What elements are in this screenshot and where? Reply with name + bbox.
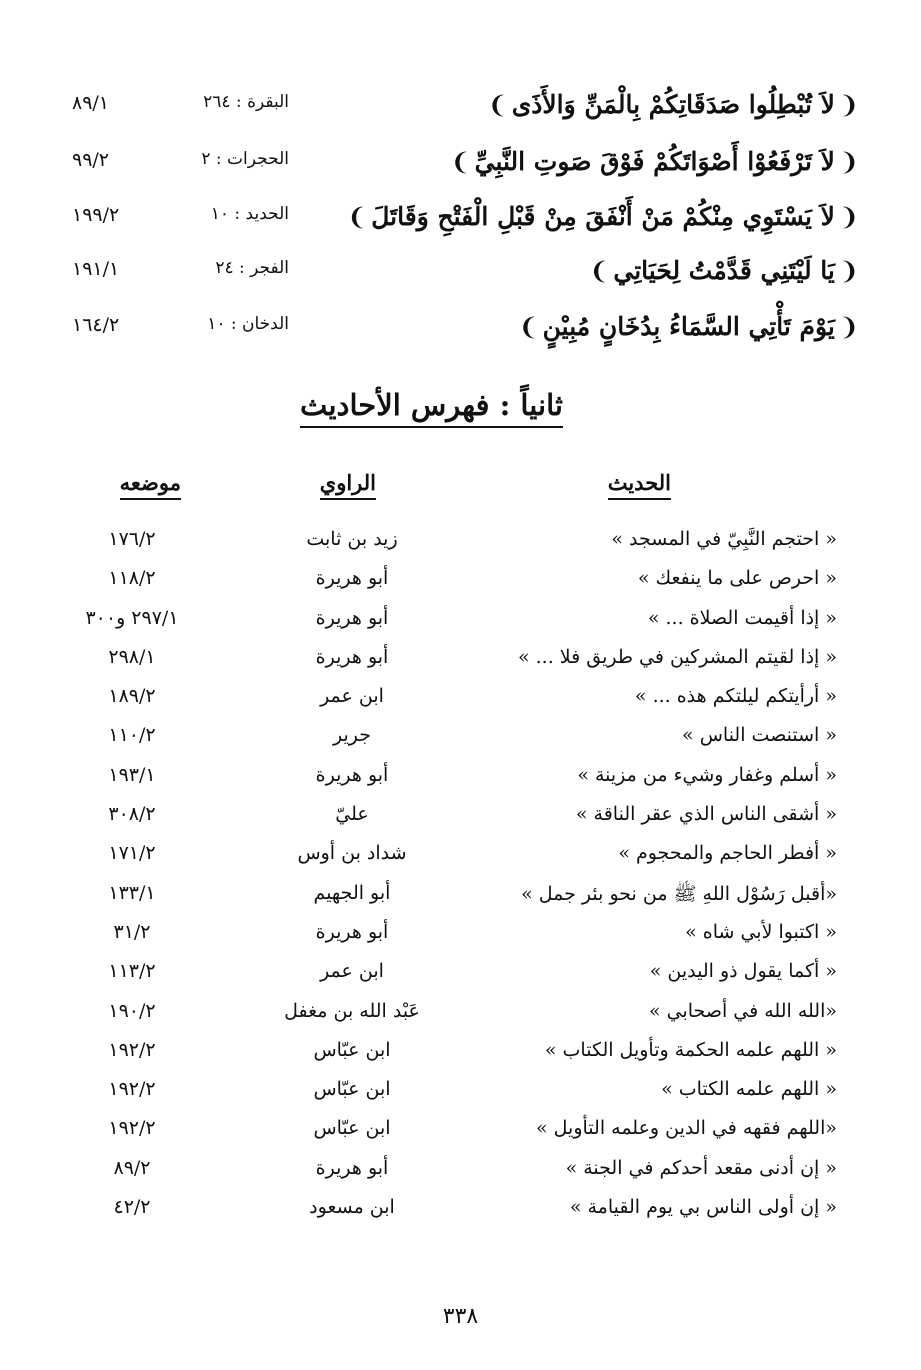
ornate-bracket-open-icon: ❨: [838, 312, 859, 341]
hadith-narrator: ابن عبّاس: [313, 1117, 391, 1140]
page-number: ٣٣٨: [442, 1304, 479, 1329]
table-row: [0, 524, 921, 563]
hadith-narrator: أبو هريرة: [315, 645, 389, 668]
hadith-location: ١١٠/٢: [108, 724, 156, 747]
hadith-text: «اللهم فقهه في الدين وعلمه التأويل »: [535, 1117, 837, 1140]
ornate-bracket-close-icon: ❩: [487, 90, 508, 119]
table-row: [0, 956, 921, 995]
hadith-text: «أقبل رَسُوْل اللهِ ﷺ من نحو بئر جمل »: [521, 882, 837, 905]
hadith-location: ١٩٢/٢: [108, 1078, 156, 1101]
hadith-narrator: أبو هريرة: [315, 567, 389, 590]
verse-surah: البقرة : ٢٦٤: [203, 92, 289, 112]
hadith-location: ٣٠٨/٢: [108, 803, 156, 826]
ornate-bracket-open-icon: ❨: [838, 256, 859, 285]
hadith-location: ١٩٣/١: [108, 763, 156, 786]
verse-row: [0, 308, 921, 348]
hadith-location: ١١٣/٢: [108, 960, 156, 983]
verse-surah: الحديد : ١٠: [210, 204, 289, 224]
table-row: [0, 603, 921, 642]
verse-text: ❨ يَوْمَ تَأْتِي السَّمَاءُ بِدُخَانٍ مُبِيْنٍ ❩: [518, 312, 859, 341]
hadith-location: ١٩٠/٢: [108, 999, 156, 1022]
hadith-text: « إن أدنى مقعد أحدكم في الجنة »: [565, 1156, 837, 1179]
column-header-hadith: الحديث: [608, 470, 671, 500]
hadith-location: ١٧١/٢: [108, 842, 156, 865]
table-row: [0, 1035, 921, 1074]
verse-text: ❨ لاَ تَرْفَعُوْا أَصْوَاتَكُمْ فَوْقَ صَوتِ النَّبِيِّ ❩: [450, 147, 859, 176]
verse-location: ١٩٩/٢: [72, 204, 120, 226]
hadith-location: ١٣٣/١: [108, 881, 156, 904]
ornate-bracket-open-icon: ❨: [838, 90, 859, 119]
hadith-text: « اللهم علمه الكتاب »: [661, 1078, 837, 1101]
hadith-narrator: عَبْد الله بن مغفل: [284, 999, 420, 1022]
ornate-bracket-close-icon: ❩: [589, 256, 610, 285]
hadith-narrator: شداد بن أوس: [297, 842, 407, 865]
ornate-bracket-open-icon: ❨: [838, 202, 859, 231]
hadith-text: « إذا أقيمت الصلاة ... »: [647, 606, 837, 629]
hadith-text: « أكما يقول ذو اليدين »: [649, 960, 837, 983]
table-row: [0, 563, 921, 602]
hadith-location: ٣١/٢: [113, 920, 151, 943]
verse-surah: الحجرات : ٢: [201, 149, 289, 169]
hadith-text: « أسلم وغفار وشيء من مزينة »: [577, 763, 837, 786]
hadith-narrator: ابن عمر: [320, 685, 384, 708]
hadith-location: ١١٨/٢: [108, 567, 156, 590]
hadith-location: ٢٩٧/١ و٣٠٠: [85, 606, 179, 629]
hadith-narrator: ابن عبّاس: [313, 1038, 391, 1061]
ornate-bracket-close-icon: ❩: [518, 312, 539, 341]
hadith-narrator: ابن عبّاس: [313, 1078, 391, 1101]
verse-row: [0, 252, 921, 292]
hadith-text: « أرأيتكم ليلتكم هذه ... »: [634, 685, 837, 708]
verse-row: [0, 86, 921, 126]
verse-location: ١٦٤/٢: [72, 314, 120, 336]
verse-location: ١٩١/١: [72, 258, 120, 280]
hadith-narrator: أبو هريرة: [315, 920, 389, 943]
hadith-narrator: ابن مسعود: [309, 1196, 395, 1219]
verse-location: ٩٩/٢: [72, 149, 110, 171]
hadith-narrator: أبو هريرة: [315, 606, 389, 629]
table-row: [0, 878, 921, 917]
hadith-location: ١٨٩/٢: [108, 685, 156, 708]
table-row: [0, 838, 921, 877]
table-row: [0, 720, 921, 759]
hadith-narrator: أبو هريرة: [315, 1156, 389, 1179]
section-title: ثانياً : فهرس الأحاديث: [300, 388, 563, 428]
hadith-narrator: أبو الجهيم: [313, 881, 391, 904]
hadith-text: « إذا لقيتم المشركين في طريق فلا ... »: [517, 645, 837, 668]
table-row: [0, 681, 921, 720]
hadith-narrator: عليّ: [335, 803, 369, 826]
column-header-location: موضعه: [120, 470, 181, 500]
hadith-text: « أفطر الحاجم والمحجوم »: [618, 842, 837, 865]
table-row: [0, 1192, 921, 1231]
ornate-bracket-open-icon: ❨: [838, 147, 859, 176]
hadith-text: «الله الله في أصحابي »: [648, 999, 837, 1022]
hadith-location: ١٧٦/٢: [108, 528, 156, 550]
verse-surah: الدخان : ١٠: [207, 314, 289, 334]
ornate-bracket-close-icon: ❩: [347, 202, 368, 231]
hadith-location: ٢٩٨/١: [108, 645, 156, 668]
verse-text: ❨ يَا لَيْتَنِي قَدَّمْتُ لِحَيَاتِي ❩: [589, 256, 859, 285]
table-row: [0, 996, 921, 1035]
hadith-location: ١٩٢/٢: [108, 1038, 156, 1061]
hadith-text: « احرص على ما ينفعك »: [637, 567, 837, 590]
table-row: [0, 1113, 921, 1152]
hadith-text: « أشقى الناس الذي عقر الناقة »: [575, 803, 837, 826]
hadith-text: « إن أولى الناس بي يوم القيامة »: [569, 1196, 837, 1219]
verse-location: ٨٩/١: [72, 92, 110, 114]
hadith-narrator: ابن عمر: [320, 960, 384, 983]
table-row: [0, 799, 921, 838]
table-row: [0, 1153, 921, 1192]
table-row: [0, 917, 921, 956]
hadith-location: ٤٢/٢: [113, 1196, 151, 1219]
verse-surah: الفجر : ٢٤: [215, 258, 289, 278]
table-row: [0, 642, 921, 681]
hadith-index-table: [0, 524, 921, 1231]
table-row: [0, 760, 921, 799]
verse-row: [0, 198, 921, 238]
hadith-narrator: زيد بن ثابت: [306, 528, 398, 550]
verse-text: ❨ لاَ يَسْتَوِي مِنْكُمْ مَنْ أَنْفَقَ مِنْ قَبْلِ الْفَتْحِ وَقَاتَلَ ❩: [347, 202, 859, 231]
verse-row: [0, 143, 921, 183]
hadith-text: « احتجم النَّبِيّ في المسجد »: [611, 528, 837, 550]
column-header-narrator: الراوي: [320, 470, 376, 500]
hadith-narrator: أبو هريرة: [315, 763, 389, 786]
hadith-narrator: جرير: [333, 724, 371, 747]
ornate-bracket-close-icon: ❩: [450, 147, 471, 176]
hadith-location: ١٩٢/٢: [108, 1117, 156, 1140]
verse-text: ❨ لاَ تُبْطِلُوا صَدَقَاتِكُمْ بِالْمَنِّ وَالأَذَى ❩: [487, 90, 859, 119]
hadith-text: « اكتبوا لأبي شاه »: [685, 920, 837, 943]
hadith-location: ٨٩/٢: [113, 1156, 151, 1179]
hadith-text: « استنصت الناس »: [682, 724, 837, 747]
table-row: [0, 1074, 921, 1113]
hadith-text: « اللهم علمه الحكمة وتأويل الكتاب »: [544, 1038, 837, 1061]
